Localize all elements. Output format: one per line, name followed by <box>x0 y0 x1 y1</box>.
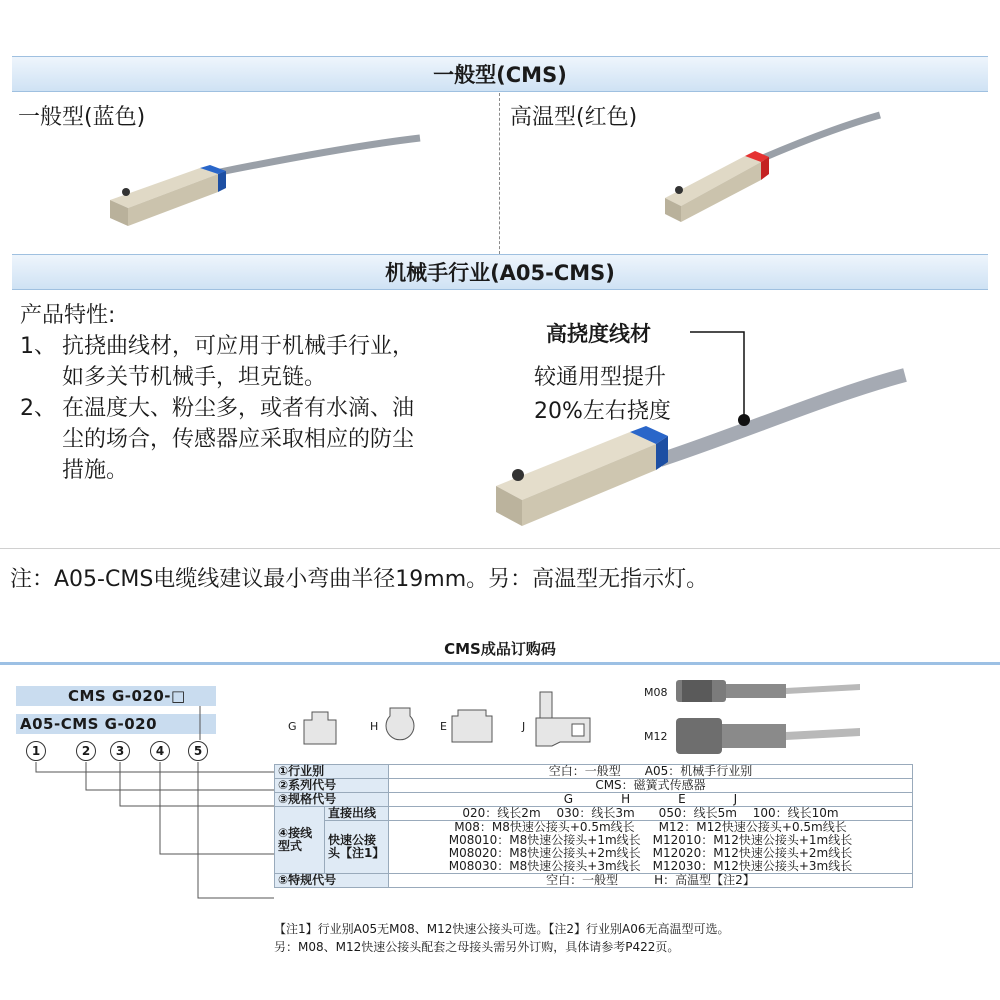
flex-cable-line2: 20%左右挠度 <box>534 399 671 424</box>
robot-industry-title: 机械手行业(A05-CMS) <box>385 261 615 285</box>
cable-note: 注：A05-CMS电缆线建议最小弯曲半径19mm。另：高温型无指示灯。 <box>10 567 709 592</box>
g-shape-icon <box>300 706 340 746</box>
table-row <box>275 874 913 888</box>
feature-item <box>20 331 422 393</box>
right-caption: 高温型(红色) <box>510 105 638 130</box>
spec-sublabel: 快速公接头【注1】 <box>325 821 389 874</box>
order-code-title: CMS成品订购码 <box>444 640 556 658</box>
order-code-general: CMS G-020-□ <box>16 686 216 706</box>
code-position-5: 5 <box>188 741 208 761</box>
code-position-3: 3 <box>110 741 130 761</box>
section-separator <box>0 548 1000 549</box>
feature-text: 抗挠曲线材，可应用于机械手行业，如多关节机械手，坦克链。 <box>62 334 415 390</box>
order-title-rule <box>0 662 1000 665</box>
h-shape-icon <box>380 704 420 746</box>
general-type-band <box>12 56 988 92</box>
spec-label: ①行业别 <box>275 765 389 779</box>
footnote-1: 【注1】行业别A05无M08、M12快速公接头可选。【注2】行业别A06无高温型可选。 <box>274 922 730 936</box>
connector-label-m12: M12 <box>644 730 668 743</box>
spec-sublabel: 直接出线 <box>325 807 389 821</box>
e-shape-icon <box>450 706 494 746</box>
spec-label: ④接线型式 <box>275 807 325 874</box>
connector-label-m08: M08 <box>644 686 668 699</box>
code-position-1: 1 <box>26 741 46 761</box>
product-features <box>20 300 422 486</box>
robot-sensor-image <box>490 320 910 540</box>
spec-label: ⑤特规代号 <box>275 874 389 888</box>
feature-num: 1、 <box>20 334 56 359</box>
spec-line: M08030：M8快速公接头+3m线长 M12030：M12快速公接头+3m线长 <box>448 859 853 873</box>
spec-value-multiline <box>389 821 913 874</box>
general-type-title: 一般型(CMS) <box>433 63 567 87</box>
spec-value: G H E J <box>389 793 913 807</box>
spec-label: ②系列代号 <box>275 779 389 793</box>
spec-value: 空白：一般型 H：高温型【注2】 <box>389 874 913 888</box>
m08-connector-icon <box>674 676 864 706</box>
spec-line: M08：M8快速公接头+0.5m线长 M12：M12快速公接头+0.5m线长 <box>454 820 847 834</box>
m12-connector-icon <box>674 714 864 760</box>
table-row <box>275 793 913 807</box>
code-position-4: 4 <box>150 741 170 761</box>
flex-cable-title: 高挠度线材 <box>546 322 651 346</box>
order-code-robot: A05-CMS G-020 <box>16 714 216 734</box>
flex-cable-line1: 较通用型提升 <box>534 365 667 390</box>
spec-line: M08010：M8快速公接头+1m线长 M12010：M12快速公接头+1m线长 <box>448 833 853 847</box>
code-leader-lines <box>0 706 280 906</box>
red-sensor-image <box>655 110 885 230</box>
robot-industry-band <box>12 254 988 290</box>
code-position-2: 2 <box>76 741 96 761</box>
spec-value: CMS：磁簧式传感器 <box>389 779 913 793</box>
table-row <box>275 821 913 874</box>
footnote-2: 另：M08、M12快速公接头配套之母接头需另外订购，具体请参考P422页。 <box>274 940 680 954</box>
column-divider <box>499 93 500 254</box>
shape-label-e: E <box>440 720 447 733</box>
table-row <box>275 807 913 821</box>
blue-sensor-image <box>100 130 430 230</box>
feature-num: 2、 <box>20 396 56 421</box>
spec-value: 020：线长2m 030：线长3m 050：线长5m 100：线长10m <box>389 807 913 821</box>
shape-label-h: H <box>370 720 379 733</box>
table-row <box>275 779 913 793</box>
spec-label: ③规格代号 <box>275 793 389 807</box>
left-caption: 一般型(蓝色) <box>18 105 146 130</box>
features-heading: 产品特性: <box>20 303 116 328</box>
spec-value: 空白：一般型 A05：机械手行业别 <box>389 765 913 779</box>
spec-table <box>274 764 913 888</box>
table-row <box>275 765 913 779</box>
feature-item <box>20 393 422 486</box>
shape-label-j: J <box>522 720 526 733</box>
spec-line: M08020：M8快速公接头+2m线长 M12020：M12快速公接头+2m线长 <box>448 846 853 860</box>
feature-text: 在温度大、粉尘多，或者有水滴、油尘的场合，传感器应采取相应的防尘措施。 <box>62 396 415 483</box>
j-shape-icon <box>532 688 596 750</box>
shape-label-g: G <box>288 720 297 733</box>
